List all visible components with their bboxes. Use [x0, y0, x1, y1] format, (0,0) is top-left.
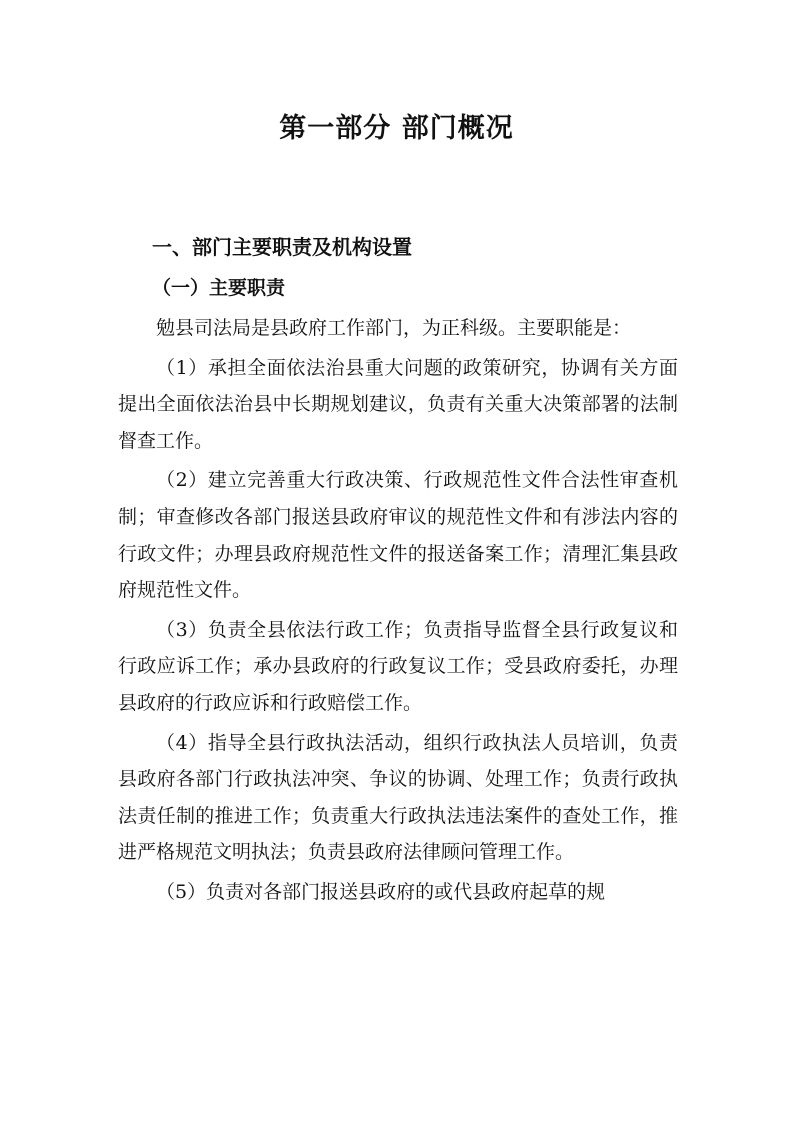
paragraph-duty-5: （5）负责对各部门报送县政府的或代县政府起草的规 [156, 880, 606, 903]
paragraph-duty-1: （1）承担全面依法治县重大问题的政策研究，协调有关方面提出全面依法治县中长期规划建议，负责有关重大决策部署的法制督查工作。 [118, 356, 678, 452]
section-heading: 一、部门主要职责及机构设置 [152, 235, 412, 259]
subsection-heading: （一）主要职责 [152, 277, 286, 299]
paragraph-duty-3: （3）负责全县依法行政工作；负责指导监督全县行政复议和行政应诉工作；承办县政府的行政复议工作；受县政府委托，办理县政府的行政应诉和行政赔偿工作。 [118, 618, 678, 714]
paragraph-duty-4: （4）指导全县行政执法活动，组织行政执法人员培训，负责县政府各部门行政执法冲突、争议的协调、处理工作；负责行政执法责任制的推进工作；负责重大行政执法违法案件的查处工作，推进严格规范文明执法；负责县政府法律顾问管理工作。 [118, 731, 678, 864]
paragraph-intro: 勉县司法局是县政府工作部门，为正科级。主要职能是： [156, 317, 632, 339]
document-body [118, 310, 678, 914]
page-title: 第一部分 部门概况 [279, 113, 514, 144]
paragraph-duty-2: （2）建立完善重大行政决策、行政规范性文件合法性审查机制；审查修改各部门报送县政府审议的规范性文件和有涉法内容的行政文件；办理县政府规范性文件的报送备案工作；清理汇集县政府规范性文件。 [118, 469, 678, 602]
